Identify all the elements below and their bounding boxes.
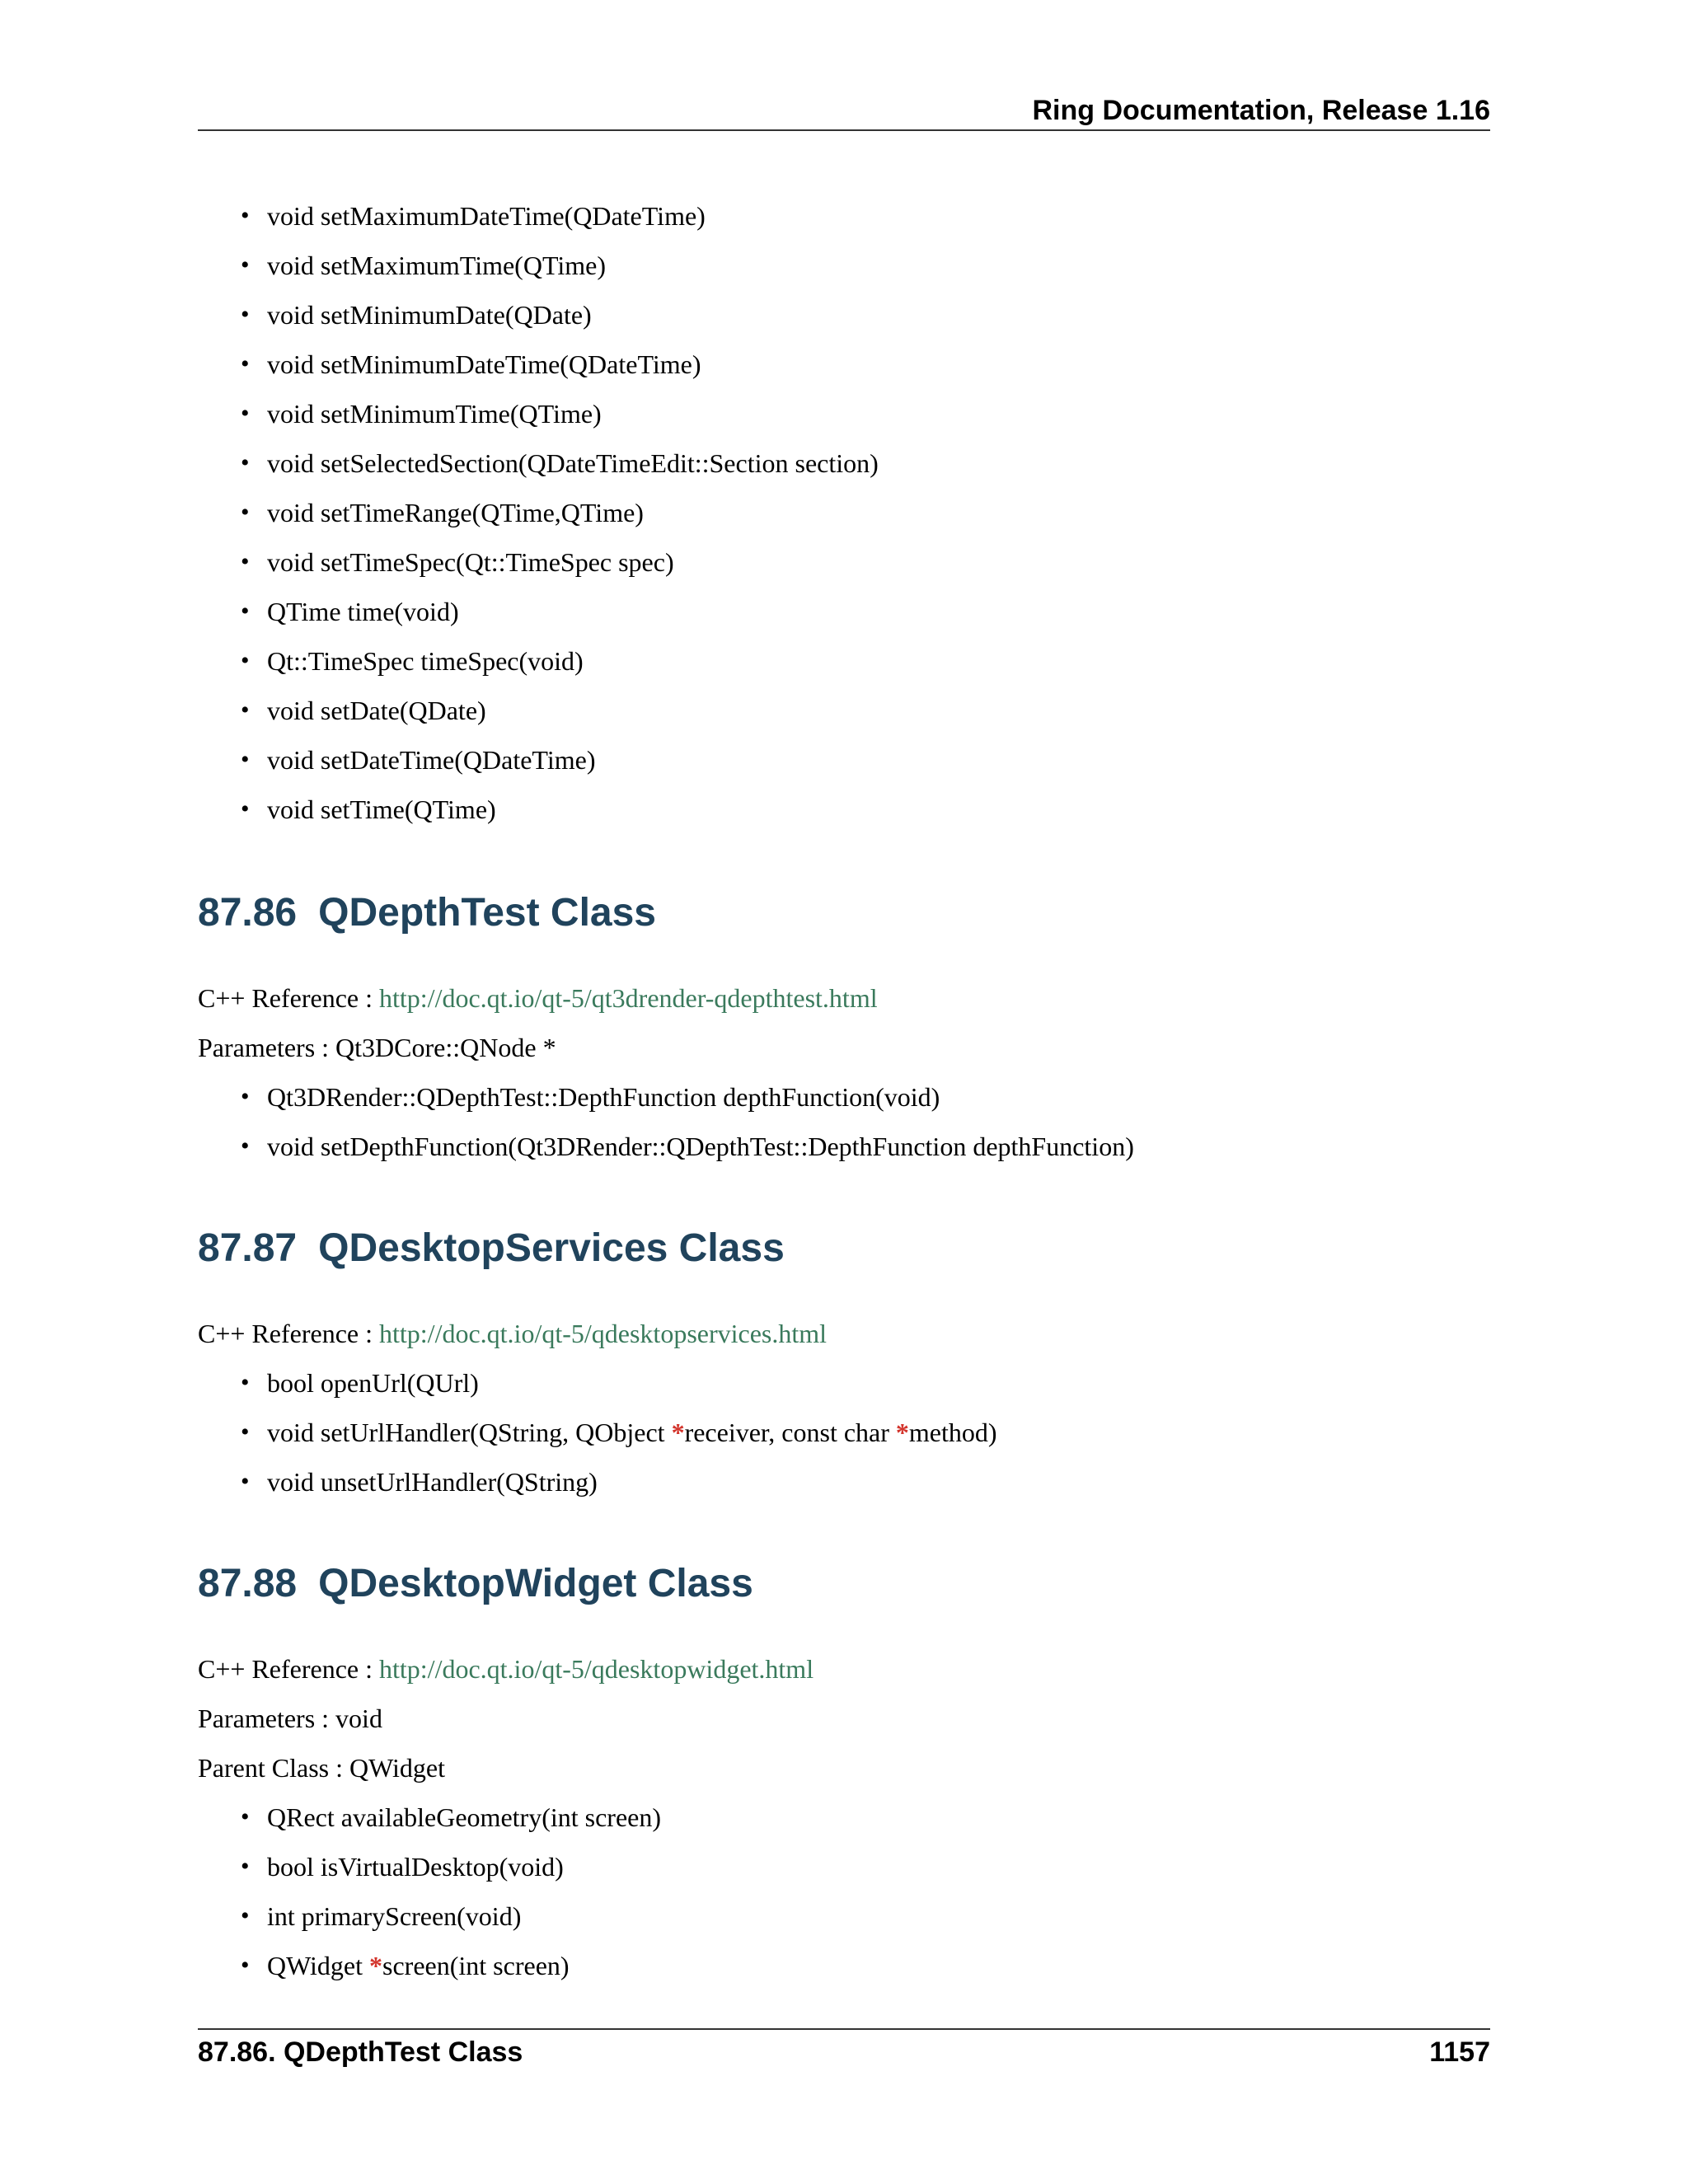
list-item: • int primaryScreen(void) <box>198 1891 1490 1941</box>
section-title: QDepthTest Class <box>318 891 656 935</box>
reference-link[interactable]: http://doc.qt.io/qt-5/qdesktopwidget.html <box>379 1654 814 1684</box>
pointer-star: * <box>369 1951 383 1980</box>
section-heading-qdepthtest <box>198 888 656 938</box>
reference-label: C++ Reference : <box>198 983 379 1013</box>
section-title: QDesktopWidget Class <box>318 1562 753 1605</box>
footer-rule <box>198 2028 1490 2030</box>
footer-section-title: 87.86. QDepthTest Class <box>198 2036 523 2068</box>
list-item: • void setTimeRange(QTime,QTime) <box>198 488 1490 537</box>
method-text: receiver, const char <box>684 1418 896 1447</box>
reference-label: C++ Reference : <box>198 1319 379 1348</box>
list-item: • void unsetUrlHandler(QString) <box>198 1457 1490 1507</box>
list-item: • void setDepthFunction(Qt3DRender::QDepthTest::DepthFunction depthFunction) <box>198 1122 1490 1171</box>
method-text: QWidget <box>267 1951 370 1980</box>
reference-label: C++ Reference : <box>198 1654 379 1684</box>
list-item <box>198 1941 1490 1990</box>
section-title: QDesktopServices Class <box>318 1226 785 1270</box>
list-item: • bool isVirtualDesktop(void) <box>198 1842 1490 1891</box>
method-list-qdesktopservices <box>198 1358 1490 1507</box>
reference-link[interactable]: http://doc.qt.io/qt-5/qdesktopservices.html <box>379 1319 828 1348</box>
list-item: • void setSelectedSection(QDateTimeEdit::Section section) <box>198 438 1490 488</box>
section-number: 87.87 <box>198 1226 298 1270</box>
header-rule <box>198 129 1490 131</box>
parameters-text: Parameters : void <box>198 1704 382 1733</box>
reference-link[interactable]: http://doc.qt.io/qt-5/qt3drender-qdepthtest.html <box>379 983 878 1013</box>
list-item: • void setMaximumTime(QTime) <box>198 241 1490 290</box>
page-number: 1157 <box>1429 2036 1490 2068</box>
running-header: Ring Documentation, Release 1.16 <box>1032 95 1490 126</box>
cpp-reference <box>198 973 878 1023</box>
parent-class-text: Parent Class : QWidget <box>198 1753 445 1783</box>
method-text: void setUrlHandler(QString, QObject <box>267 1418 672 1447</box>
list-item: • QRect availableGeometry(int screen) <box>198 1793 1490 1842</box>
method-list-qdesktopwidget <box>198 1793 1490 1990</box>
method-text: screen(int screen) <box>382 1951 570 1980</box>
list-item: • void setMaximumDateTime(QDateTime) <box>198 191 1490 241</box>
list-item: • void setDateTime(QDateTime) <box>198 735 1490 785</box>
pointer-star: * <box>895 1418 909 1447</box>
list-item: • void setDate(QDate) <box>198 686 1490 735</box>
section-heading-qdesktopwidget <box>198 1559 753 1609</box>
list-item: • void setMinimumTime(QTime) <box>198 389 1490 438</box>
document-page <box>198 0 1490 2184</box>
pointer-star: * <box>671 1418 685 1447</box>
list-item: • void setTimeSpec(Qt::TimeSpec spec) <box>198 537 1490 587</box>
list-item <box>198 1408 1490 1457</box>
list-item: • Qt::TimeSpec timeSpec(void) <box>198 636 1490 686</box>
parameters-text: Parameters : Qt3DCore::QNode * <box>198 1033 556 1062</box>
list-item: • void setMinimumDate(QDate) <box>198 290 1490 340</box>
section-number: 87.88 <box>198 1562 298 1605</box>
section-heading-qdesktopservices <box>198 1224 785 1273</box>
section-number: 87.86 <box>198 891 298 935</box>
list-item: • QTime time(void) <box>198 587 1490 636</box>
cpp-reference <box>198 1309 827 1358</box>
method-list-continued <box>198 191 1490 834</box>
method-text: method) <box>908 1418 997 1447</box>
method-list-qdepthtest <box>198 1072 1490 1171</box>
list-item: • void setMinimumDateTime(QDateTime) <box>198 340 1490 389</box>
list-item: • bool openUrl(QUrl) <box>198 1358 1490 1408</box>
cpp-reference <box>198 1644 814 1694</box>
list-item: • Qt3DRender::QDepthTest::DepthFunction depthFunction(void) <box>198 1072 1490 1122</box>
list-item: • void setTime(QTime) <box>198 785 1490 834</box>
